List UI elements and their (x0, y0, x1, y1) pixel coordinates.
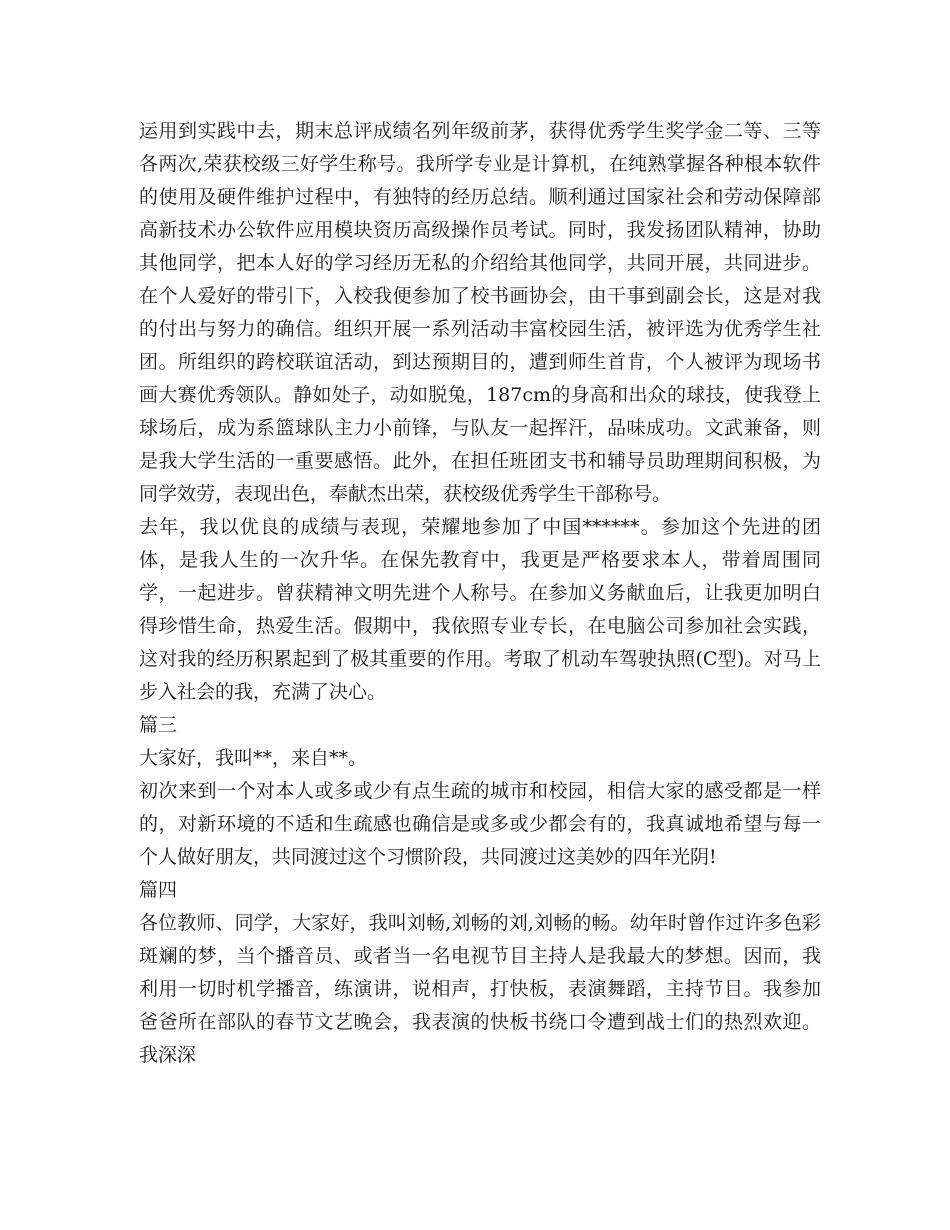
paragraph-1: 运用到实践中去，期末总评成绩名列年级前茅，获得优秀学生奖学金二等、三等各两次,荣获校级三好学生称号。我所学专业是计算机，在纯熟掌握各种根本软件的使用及硬件维护过程中，有独特的经历总结。顺利通过国家社会和劳动保障部高新技术办公软件应用模块资历高级操作员考试。同时，我发扬团队精神，协助其他同学，把本人好的学习经历无私的介绍给其他同学，共同开展，共同进步。在个人爱好的带引下，入校我便参加了校书画协会，由干事到副会长，这是对我的付出与努力的确信。组织开展一系列活动丰富校园生活，被评选为优秀学生社团。所组织的跨校联谊活动，到达预期目的，遭到师生首肯，个人被评为现场书画大赛优秀领队。静如处子，动如脱兔，187cm的身高和出众的球技，使我登上球场后，成为系篮球队主力小前锋，与队友一起挥汗，品味成功。文武兼备，则是我大学生活的一重要感悟。此外，在担任班团支书和辅导员助理期间积极，为同学效劳，表现出色，奉献杰出荣，获校级优秀学生干部称号。 (139, 120, 821, 505)
paragraph-5: 各位教师、同学，大家好，我叫刘畅,刘畅的刘,刘畅的畅。幼年时曾作过许多色彩斑斓的梦，当个播音员、或者当一名电视节目主持人是我最大的梦想。因而，我利用一切时机学播音，练演讲，说相声，打快板，表演舞蹈，主持节目。我参加爸爸所在部队的春节文艺晚会，我表演的快板书绕口令遭到战士们的热烈欢迎。我深深 (139, 912, 821, 1066)
paragraph-3: 大家好，我叫**，来自**。 (139, 747, 368, 769)
document-body (139, 115, 821, 1072)
section-heading-3: 篇三 (139, 714, 178, 736)
paragraph-2: 去年，我以优良的成绩与表现，荣耀地参加了中国******。参加这个先进的团体，是我人生的一次升华。在保先教育中，我更是严格要求本人，带着周围同学，一起进步。曾获精神文明先进个人称号。在参加义务献血后，让我更加明白得珍惜生命，热爱生活。假期中，我依照专业专长，在电脑公司参加社会实践，这对我的经历积累起到了极其重要的作用。考取了机动车驾驶执照(C型)。对马上步入社会的我，充满了决心。 (139, 516, 821, 703)
paragraph-4: 初次来到一个对本人或多或少有点生疏的城市和校园，相信大家的感受都是一样的，对新环境的不适和生疏感也确信是或多或少都会有的，我真诚地希望与每一个人做好朋友，共同渡过这个习惯阶段，共同渡过这美妙的四年光阴! (139, 780, 821, 868)
section-heading-4: 篇四 (139, 879, 178, 901)
